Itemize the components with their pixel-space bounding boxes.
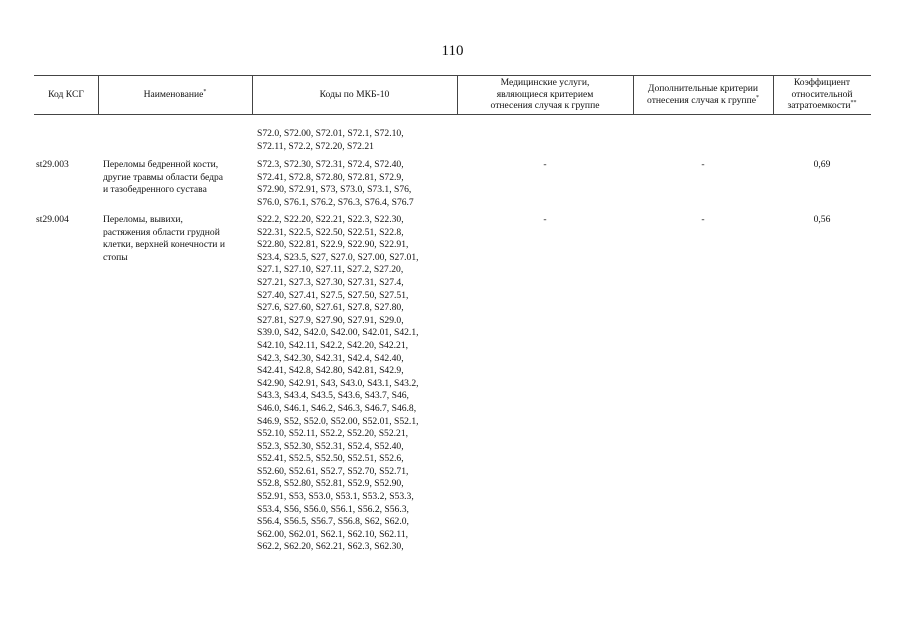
row-mkb-codes: S72.3, S72.30, S72.31, S72.4, S72.40, S72.41, S72.8, S72.80, S72.81, S72.9, S72.90, S72.91, S73, S73.0, S73.1, S76, S76.0, S76.1, S76.2, S76.3, S76.4, S76.7 (257, 159, 414, 208)
table-header-rule (34, 114, 871, 115)
row-name: Переломы, вывихи, растяжения области грудной клетки, верхней конечности и стопы (103, 214, 225, 263)
header-name: Наименование* (143, 88, 207, 100)
row-services: - (543, 159, 547, 170)
row-criteria: - (701, 159, 705, 170)
row-coefficient: 0,69 (813, 159, 831, 170)
row-criteria: - (701, 214, 705, 225)
page-number: 110 (441, 43, 464, 59)
continuation-codes: S72.0, S72.00, S72.01, S72.1, S72.10, S72.11, S72.2, S72.20, S72.21 (257, 128, 404, 152)
header-criteria: Дополнительные критерии отнесения случая к группе* (647, 83, 759, 106)
header-services: Медицинские услуги, являющиеся критерием отнесения случая к группе (490, 77, 600, 112)
row-services: - (543, 214, 547, 225)
row-code: st29.004 (36, 214, 69, 225)
header-coefficient: Коэффициент относительной затратоемкости** (787, 77, 857, 112)
row-mkb-codes: S22.2, S22.20, S22.21, S22.3, S22.30, S22.31, S22.5, S22.50, S22.51, S22.8, S22.80, S22.81, S22.9, S22.90, S22.91, S23.4, S23.5, S27, S27.0, S27.00, S27.01, S27.1, S27.10, S27.11, S27.2, S27.20, S27.21, S27.3, S27.30, S27.31, S27.4, S27.40, S27.41, S27.5, S27.50, S27.51, S27.6, S27.60, S27.61, S27.8, S27.80, S27.81, S27.9, S27.90, S27.91, S29.0, S39.0, S42, S42.0, S42.00, S42.01, S42.1, S42.10, S42.11, S42.2, S42.20, S42.21, S42.3, S42.30, S42.31, S42.4, S42.40, S42.41, S42.8, S42.80, S42.81, S42.9, S42.90, S42.91, S43, S43.0, S43.1, S43.2, S43.3, S43.4, S43.5, S43.6, S43.7, S46, S46.0, S46.1, S46.2, S46.3, S46.7, S46.8, S46.9, S52, S52.0, S52.00, S52.01, S52.1, S52.10, S52.11, S52.2, S52.20, S52.21, S52.3, S52.30, S52.31, S52.4, S52.40, S52.41, S52.5, S52.50, S52.51, S52.6, S52.60, S52.61, S52.7, S52.70, S52.71, S52.8, S52.80, S52.81, S52.9, S52.90, S52.91, S53, S53.0, S53.1, S53.2, S53.3, S53.4, S56, S56.0, S56.1, S56.2, S56.3, S56.4, S56.5, S56.7, S56.8, S62, S62.0, S62.00, S62.01, S62.1, S62.10, S62.11, S62.2, S62.20, S62.21, S62.3, S62.30, (257, 214, 419, 553)
row-coefficient: 0,56 (813, 214, 831, 225)
header-kod-ksg: Код КСГ (48, 88, 84, 100)
header-mkb-codes: Коды по МКБ-10 (319, 88, 390, 100)
row-name: Переломы бедренной кости, другие травмы области бедра и тазобедренного сустава (103, 159, 224, 196)
row-code: st29.003 (36, 159, 69, 170)
